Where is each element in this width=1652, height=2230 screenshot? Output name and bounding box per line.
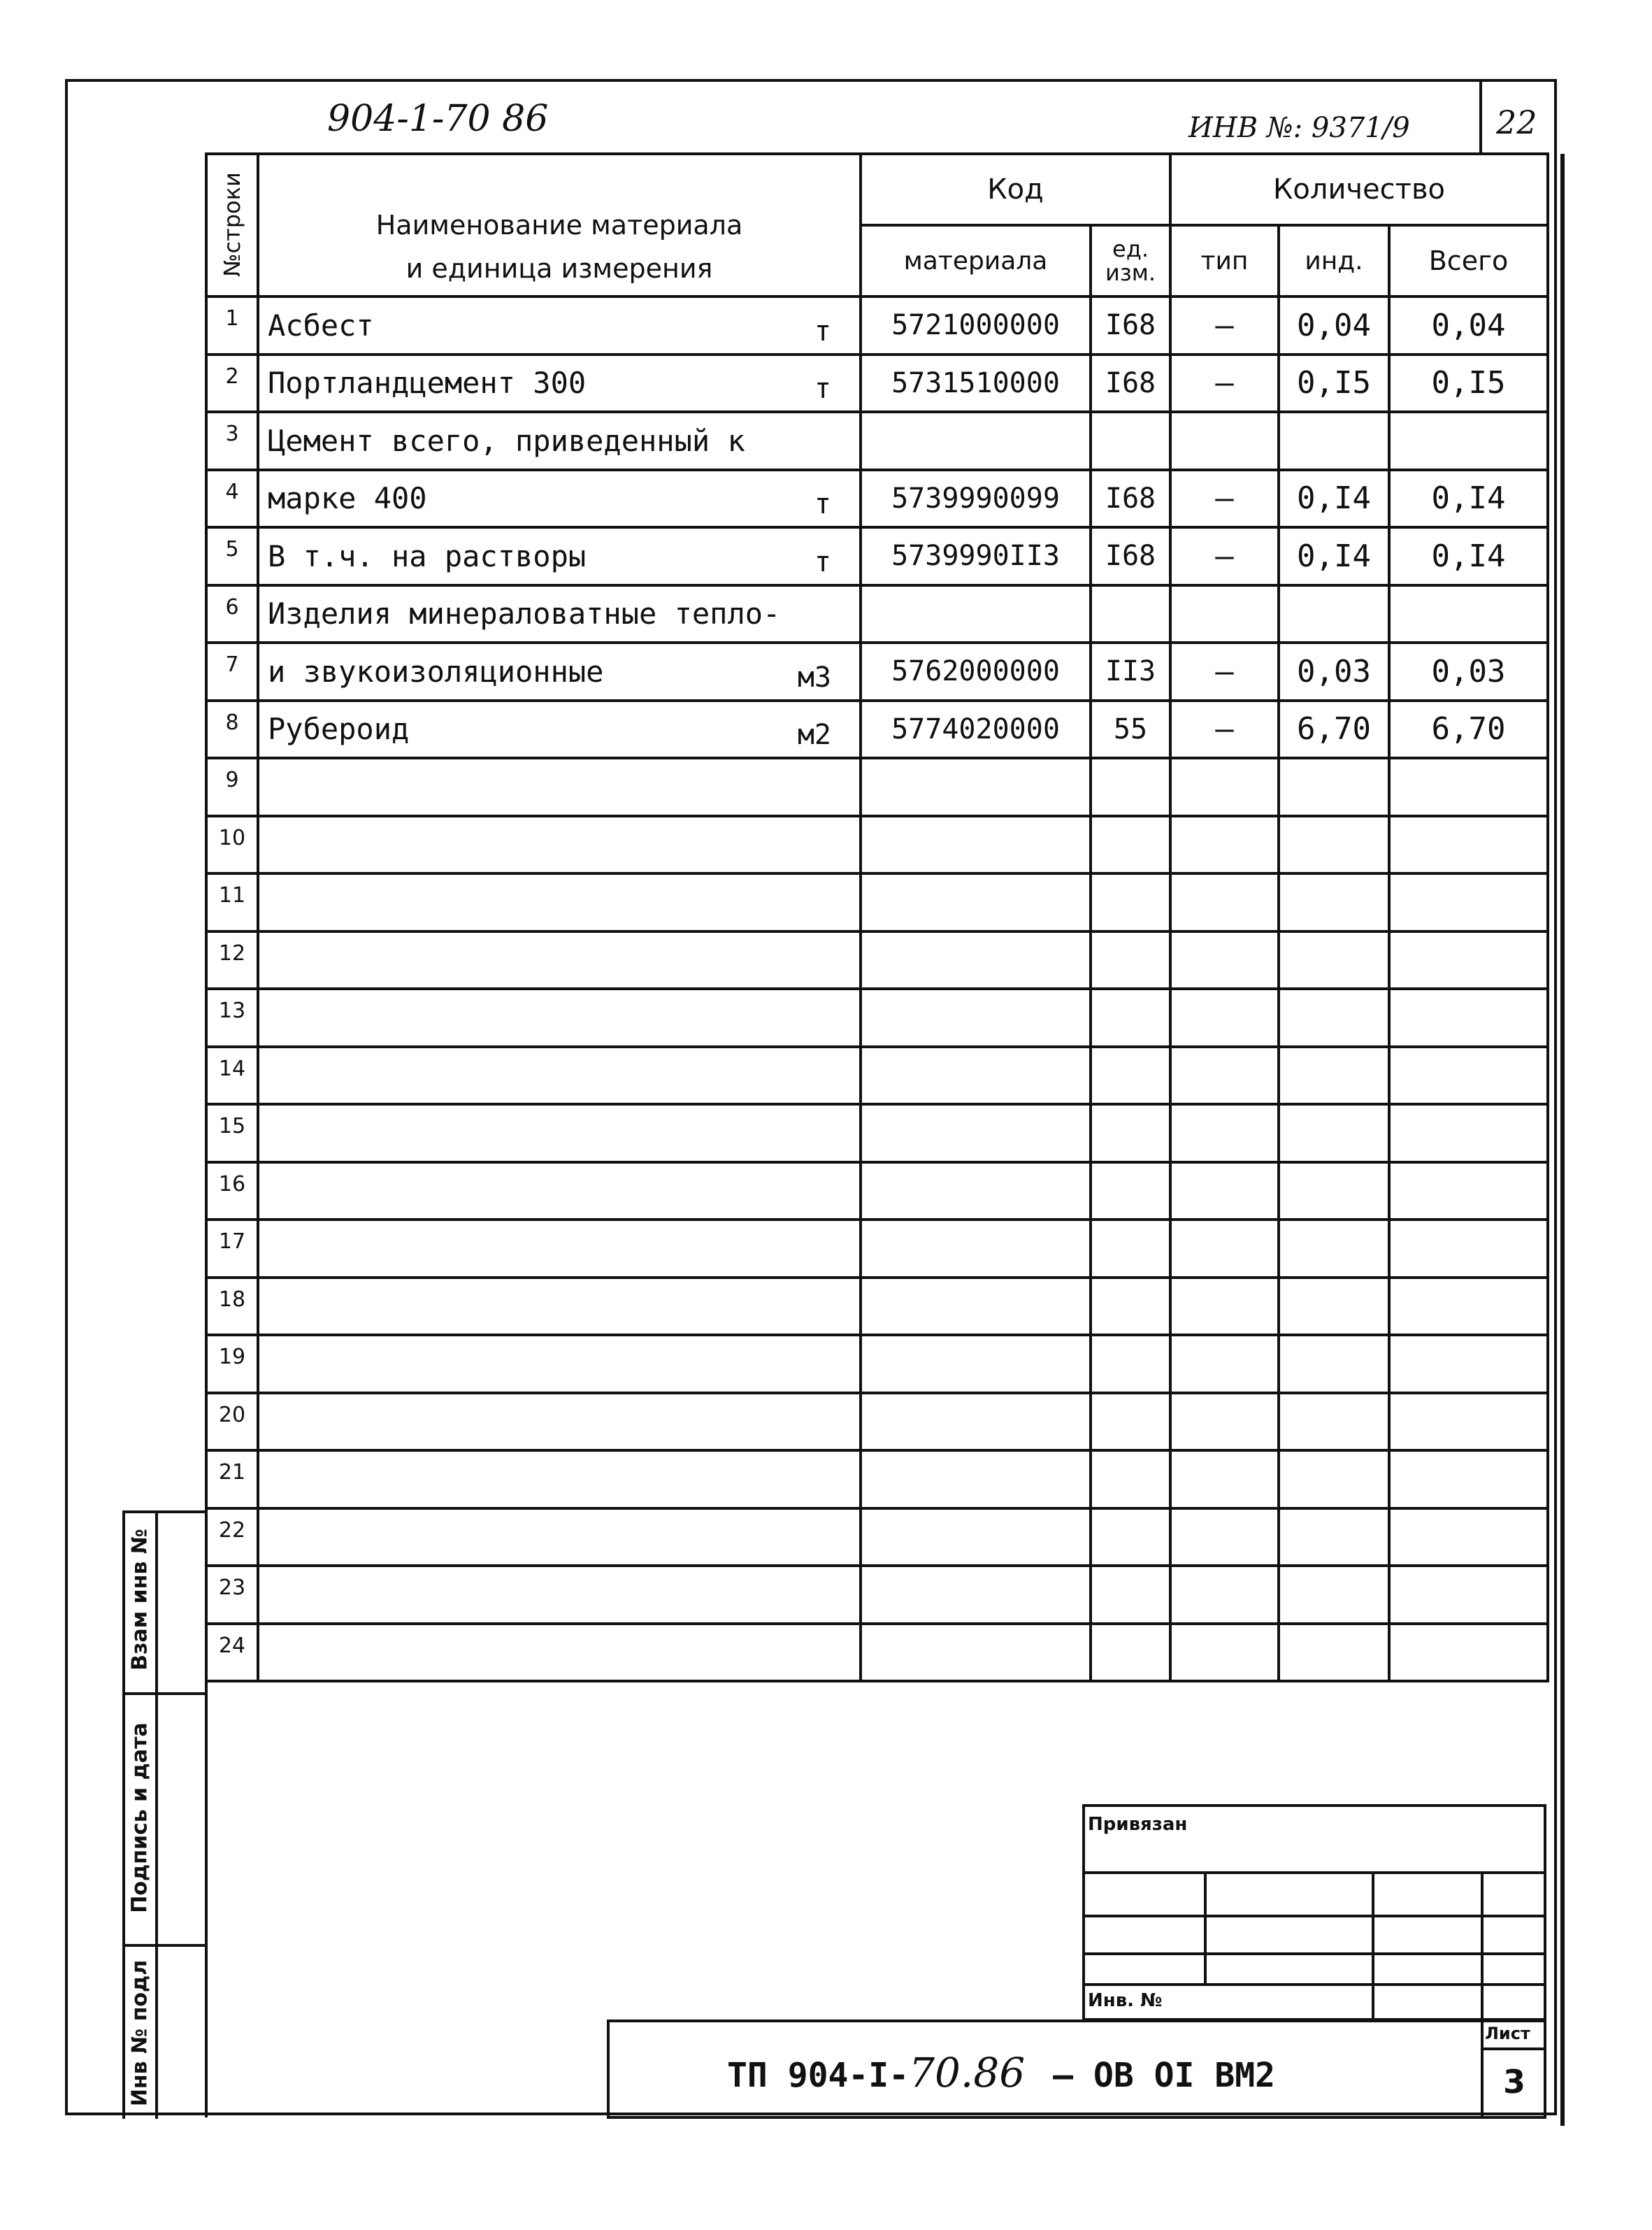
qty-type-cell [1170,816,1279,874]
inventory-number: ИНВ №: 9371/9 [1188,112,1410,144]
unit-code-cell: 55 [1091,701,1170,759]
qty-type-cell: – [1170,527,1279,585]
qty-type-cell [1170,1104,1279,1162]
qty-total-cell [1389,873,1548,931]
material-name-cell [258,989,861,1047]
materials-table [205,152,1549,1682]
material-code-cell [861,873,1091,931]
qty-ind-cell: 0,03 [1279,643,1389,701]
qty-ind-cell [1279,816,1389,874]
unit-code-cell [1091,758,1170,816]
material-code-cell [861,1104,1091,1162]
qty-type-cell [1170,1335,1279,1393]
qty-type-cell [1170,585,1279,643]
qty-ind-cell [1279,989,1389,1047]
table-row [206,1624,1548,1682]
qty-total-cell [1389,1335,1548,1393]
row-number-cell: 6 [206,585,258,643]
material-code-cell: 5739990099 [861,470,1091,528]
row-number-cell: 16 [206,1162,258,1220]
designation [727,2049,1275,2096]
privyazan-stamp [1082,1804,1546,2021]
qty-ind-cell: 0,I5 [1279,355,1389,413]
privyazan-label: Привязан [1088,1814,1188,1835]
unit-code-cell [1091,931,1170,989]
header-material-name-text: Наименование материала и единица измерения [375,210,743,284]
qty-total-cell [1389,1508,1548,1566]
unit-code-cell: I68 [1091,470,1170,528]
row-number-cell: 21 [206,1450,258,1508]
material-name-cell [258,412,861,470]
qty-total-cell [1389,1278,1548,1336]
qty-total-cell [1389,758,1548,816]
page-number: 22 [1496,103,1537,141]
privyazan-vline-3 [1481,1871,1484,2021]
sheet-label: Лист [1485,2024,1530,2043]
qty-type-cell [1170,412,1279,470]
qty-type-cell [1170,1624,1279,1682]
material-name-cell [258,1047,861,1105]
table-row [206,1335,1548,1393]
table-row [206,1566,1548,1624]
qty-ind-cell [1279,1162,1389,1220]
qty-total-cell [1389,1104,1548,1162]
qty-total-cell [1389,1047,1548,1105]
row-number-cell: 3 [206,412,258,470]
table-row [206,1220,1548,1278]
unit-code-cell [1091,1104,1170,1162]
row-number-cell: 8 [206,701,258,759]
qty-ind-cell [1279,1624,1389,1682]
qty-ind-cell: 0,I4 [1279,527,1389,585]
material-name-text: Портландцемент 300 [268,366,587,401]
material-name-cell [258,643,861,701]
material-code-cell [861,816,1091,874]
designation-suffix: – ОВ ОI ВМ2 [1053,2056,1276,2095]
table-row [206,816,1548,874]
qty-ind-cell [1279,1566,1389,1624]
sheet-number: 3 [1503,2063,1526,2101]
qty-ind-cell [1279,1104,1389,1162]
qty-ind-cell: 0,04 [1279,296,1389,355]
qty-type-cell [1170,1220,1279,1278]
table-row [206,585,1548,643]
unit-code-cell: I68 [1091,296,1170,355]
row-number-cell: 18 [206,1278,258,1336]
qty-total-cell [1389,1393,1548,1451]
qty-total-cell: 0,04 [1389,296,1548,355]
material-name-cell [258,1162,861,1220]
qty-type-cell [1170,989,1279,1047]
material-code-cell: 5721000000 [861,296,1091,355]
unit-code-cell [1091,1047,1170,1105]
qty-type-cell: – [1170,643,1279,701]
qty-type-cell [1170,931,1279,989]
unit-code-cell [1091,1162,1170,1220]
side-label-podpis-data: Подпись и дата [127,1722,152,1913]
table-row [206,1508,1548,1566]
qty-type-cell [1170,758,1279,816]
header-material-name [258,154,861,296]
unit-code-cell: I68 [1091,527,1170,585]
material-name-cell [258,1624,861,1682]
header-code-unit: ед. изм. [1091,225,1170,296]
qty-ind-cell [1279,412,1389,470]
privyazan-hline-3 [1082,1952,1546,1955]
material-code-cell [861,1624,1091,1682]
material-code-cell [861,1162,1091,1220]
qty-type-cell [1170,873,1279,931]
row-number-cell: 17 [206,1220,258,1278]
material-code-cell [861,758,1091,816]
row-number-cell: 4 [206,470,258,528]
material-code-cell [861,412,1091,470]
qty-total-cell [1389,989,1548,1047]
qty-ind-cell [1279,758,1389,816]
qty-ind-cell [1279,873,1389,931]
qty-type-cell: – [1170,701,1279,759]
qty-ind-cell [1279,1220,1389,1278]
qty-total-cell [1389,1220,1548,1278]
side-stamp-divider-1 [122,1692,206,1695]
qty-total-cell [1389,585,1548,643]
designation-prefix: ТП 904-I- [727,2056,910,2095]
row-number-cell: 5 [206,527,258,585]
material-name-cell [258,931,861,989]
material-name-cell [258,1220,861,1278]
qty-ind-cell [1279,1508,1389,1566]
material-name-cell [258,873,861,931]
header-code-material: материала [861,225,1091,296]
material-code-cell [861,1278,1091,1336]
table-row [206,296,1548,355]
qty-type-cell [1170,1393,1279,1451]
material-name-text: Рубероид [268,712,410,747]
row-number-cell: 9 [206,758,258,816]
material-code-cell [861,1335,1091,1393]
qty-type-cell: – [1170,355,1279,413]
qty-type-cell [1170,1566,1279,1624]
side-stamp-inner-line [155,1510,158,2119]
unit-code-cell: II3 [1091,643,1170,701]
sheet-cell-hline [1481,2047,1546,2050]
privyazan-hline-4 [1082,1983,1546,1986]
material-name-cell [258,1393,861,1451]
qty-total-cell [1389,412,1548,470]
row-number-cell: 24 [206,1624,258,1682]
unit-code-cell: I68 [1091,355,1170,413]
table-row [206,1278,1548,1336]
sheet-cell-divider [1481,2020,1484,2119]
material-name-cell [258,585,861,643]
side-label-vzam-inv: Взам инв № [127,1529,152,1671]
qty-type-cell: – [1170,296,1279,355]
material-name-cell [258,1278,861,1336]
material-name-cell [258,816,861,874]
material-name-text: Цемент всего, приведенный к [268,423,745,458]
row-number-cell: 11 [206,873,258,931]
row-number-cell: 2 [206,355,258,413]
table-row [206,1162,1548,1220]
material-unit-text: т [814,488,831,520]
material-unit-text: т [814,545,831,578]
right-edge-line [1560,154,1565,2126]
header-qty-type: тип [1170,225,1279,296]
unit-code-cell [1091,585,1170,643]
inv-no-label: Инв. № [1088,1990,1163,2011]
material-code-cell: 5774020000 [861,701,1091,759]
qty-total-cell [1389,1624,1548,1682]
unit-code-cell [1091,1450,1170,1508]
privyazan-vline-2 [1372,1871,1374,2021]
qty-total-cell [1389,1450,1548,1508]
table-row [206,1104,1548,1162]
material-unit-text: м2 [797,719,831,751]
material-code-cell [861,989,1091,1047]
table-row [206,1393,1548,1451]
material-name-cell [258,1450,861,1508]
qty-ind-cell [1279,1393,1389,1451]
table-row [206,873,1548,931]
qty-total-cell [1389,931,1548,989]
unit-code-cell [1091,989,1170,1047]
material-name-text: марке 400 [268,481,427,516]
unit-code-cell [1091,873,1170,931]
qty-type-cell [1170,1450,1279,1508]
header-quantity: Количество [1170,154,1548,225]
material-code-cell [861,1220,1091,1278]
qty-total-cell: 0,03 [1389,643,1548,701]
material-name-cell [258,1508,861,1566]
unit-code-cell [1091,1566,1170,1624]
unit-code-cell [1091,1335,1170,1393]
table-row [206,1450,1548,1508]
qty-type-cell [1170,1278,1279,1336]
side-label-inv-podl: Инв № подл [127,1959,152,2107]
doc-number-handwritten: 904-1-70 86 [327,98,549,140]
header-row-number [206,154,258,296]
privyazan-hline-1 [1082,1871,1546,1874]
qty-total-cell: 0,I5 [1389,355,1548,413]
row-number-cell: 13 [206,989,258,1047]
material-name-cell [258,1335,861,1393]
material-code-cell [861,585,1091,643]
unit-code-cell [1091,1393,1170,1451]
unit-code-cell [1091,1508,1170,1566]
table-row [206,527,1548,585]
table-row [206,412,1548,470]
row-number-cell: 15 [206,1104,258,1162]
material-name-text: В т.ч. на растворы [268,538,587,573]
material-name-text: и звукоизоляционные [268,654,604,689]
header-qty-total: Всего [1389,225,1548,296]
qty-type-cell [1170,1162,1279,1220]
qty-total-cell: 6,70 [1389,701,1548,759]
page-number-divider [1479,79,1482,155]
table-row [206,1047,1548,1105]
row-number-cell: 20 [206,1393,258,1451]
row-number-cell: 7 [206,643,258,701]
qty-ind-cell [1279,585,1389,643]
material-name-cell [258,470,861,528]
unit-code-cell [1091,1278,1170,1336]
material-code-cell [861,1047,1091,1105]
table-row [206,758,1548,816]
material-code-cell [861,1508,1091,1566]
material-name-cell [258,758,861,816]
table-row [206,989,1548,1047]
header-code: Код [861,154,1170,225]
privyazan-vline-1 [1204,1871,1207,1983]
row-number-cell: 1 [206,296,258,355]
material-name-cell [258,296,861,355]
qty-ind-cell [1279,1047,1389,1105]
material-name-cell [258,527,861,585]
row-number-cell: 10 [206,816,258,874]
unit-code-cell [1091,1624,1170,1682]
qty-type-cell [1170,1508,1279,1566]
table-row [206,701,1548,759]
material-unit-text: м3 [797,661,831,694]
material-name-cell [258,1104,861,1162]
qty-ind-cell: 6,70 [1279,701,1389,759]
header-qty-ind: инд. [1279,225,1389,296]
table-row [206,470,1548,528]
qty-total-cell [1389,1162,1548,1220]
row-number-cell: 12 [206,931,258,989]
materials-table-body [206,296,1548,1681]
designation-handwritten: 70.86 [909,2049,1026,2096]
header-row-number-text: №строки [219,172,245,277]
privyazan-hline-2 [1082,1915,1546,1917]
unit-code-cell [1091,412,1170,470]
row-number-cell: 23 [206,1566,258,1624]
table-row [206,643,1548,701]
material-unit-text: т [814,315,831,348]
qty-ind-cell [1279,1278,1389,1336]
material-code-cell [861,1566,1091,1624]
material-code-cell: 5762000000 [861,643,1091,701]
material-name-cell [258,701,861,759]
qty-ind-cell [1279,1335,1389,1393]
table-row [206,931,1548,989]
unit-code-cell [1091,816,1170,874]
material-code-cell [861,1450,1091,1508]
material-name-text: Асбест [268,308,374,343]
material-code-cell: 5731510000 [861,355,1091,413]
qty-total-cell: 0,I4 [1389,470,1548,528]
material-name-cell [258,1566,861,1624]
side-stamp-left-line [122,1510,125,2119]
qty-type-cell [1170,1047,1279,1105]
row-number-cell: 14 [206,1047,258,1105]
qty-total-cell [1389,1566,1548,1624]
material-code-cell [861,931,1091,989]
material-code-cell: 5739990II3 [861,527,1091,585]
qty-ind-cell [1279,931,1389,989]
material-unit-text: т [814,373,831,405]
qty-total-cell: 0,I4 [1389,527,1548,585]
qty-ind-cell: 0,I4 [1279,470,1389,528]
material-code-cell [861,1393,1091,1451]
qty-ind-cell [1279,1450,1389,1508]
material-name-text: Изделия минераловатные тепло- [268,596,781,631]
material-name-cell [258,355,861,413]
unit-code-cell [1091,1220,1170,1278]
table-row [206,355,1548,413]
row-number-cell: 19 [206,1335,258,1393]
row-number-cell: 22 [206,1508,258,1566]
qty-type-cell: – [1170,470,1279,528]
qty-total-cell [1389,816,1548,874]
